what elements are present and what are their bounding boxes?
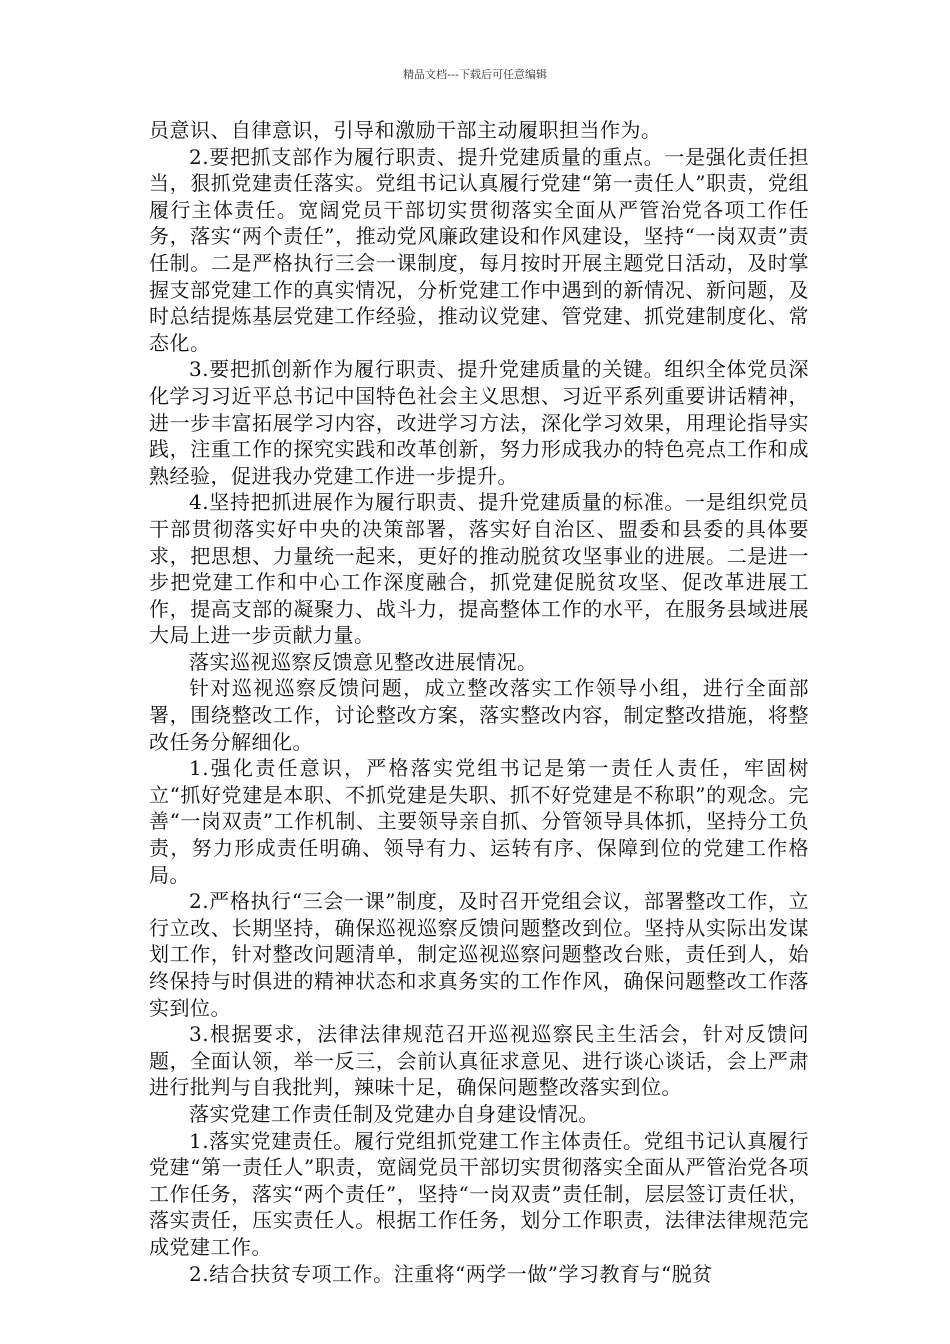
paragraph: 2.严格执行“三会一课”制度，及时召开党组会议，部署整改工作，立行立改、长期坚持，确保巡视巡察反馈问题整改到位。坚持从实际出发谋划工作，针对整改问题清单，制定巡视巡察问题整改台账，责任到人，始终保持与时俱进的精神状态和求真务实的工作作风，确保问题整改工作落实到位。	[149, 889, 809, 1020]
paragraph: 2.结合扶贫专项工作。注重将“两学一做”学习教育与“脱贫	[189, 1261, 713, 1286]
paragraph: 1.强化责任意识，严格落实党组书记是第一责任人责任，牢固树立“抓好党建是本职、不抓党建是失职、抓不好党建是不称职”的观念。完善“一岗双责”工作机制、主要领导亲自抓、分管领导具体抓，坚持分工负责，努力形成责任明确、领导有力、运转有序、保障到位的党建工作格局。	[149, 756, 809, 887]
section-heading: 落实党建工作责任制及党建办自身建设情况。	[189, 1101, 599, 1126]
document-body	[149, 117, 809, 1287]
paragraph: 2.要把抓支部作为履行职责、提升党建质量的重点。一是强化责任担当，狠抓党建责任落实。党组书记认真履行党建“第一责任人”职责，党组履行主体责任。宽阔党员干部切实贯彻落实全面从严管治党各项工作任务，落实“两个责任”，推动党风廉政建设和作风建设，坚持“一岗双责”责任制。二是严格执行三会一课制度，每月按时开展主题党日活动，及时掌握支部党建工作的真实情况，分析党建工作中遇到的新情况、新问题，及时总结提炼基层党建工作经验，推动议党建、管党建、抓党建制度化、常态化。	[149, 144, 809, 355]
paragraph: 1.落实党建责任。履行党组抓党建工作主体责任。党组书记认真履行党建“第一责任人”职责，宽阔党员干部切实贯彻落实全面从严管治党各项工作任务，落实“两个责任”，坚持“一岗双责”责任制，层层签订责任状，落实责任，压实责任人。根据工作任务，划分工作职责，法律法律规范完成党建工作。	[149, 1128, 809, 1259]
page-header: 精品文档---下载后可任意编辑	[403, 68, 547, 81]
section-heading: 落实巡视巡察反馈意见整改进展情况。	[189, 649, 538, 674]
paragraph: 针对巡视巡察反馈问题，成立整改落实工作领导小组，进行全面部署，围绕整改工作，讨论整改方案，落实整改内容，制定整改措施，将整改任务分解细化。	[149, 676, 809, 754]
paragraph: 4.坚持把抓进展作为履行职责、提升党建质量的标准。一是组织党员干部贯彻落实好中央的决策部署，落实好自治区、盟委和县委的具体要求，把思想、力量统一起来，更好的推动脱贫攻坚事业的进展。二是进一步把党建工作和中心工作深度融合，抓党建促脱贫攻坚、促改革进展工作，提高支部的凝聚力、战斗力，提高整体工作的水平，在服务县域进展大局上进一步贡献力量。	[149, 490, 809, 648]
paragraph-continuation: 员意识、自律意识，引导和激励干部主动履职担当作为。	[149, 118, 662, 142]
paragraph: 3.要把抓创新作为履行职责、提升党建质量的关键。组织全体党员深化学习习近平总书记中国特色社会主义思想、习近平系列重要讲话精神，进一步丰富拓展学习内容，改进学习方法，深化学习效果，用理论指导实践，注重工作的探究实践和改革创新，努力形成我办的特色亮点工作和成熟经验，促进我办党建工作进一步提升。	[149, 357, 809, 488]
paragraph: 3.根据要求，法律法律规范召开巡视巡察民主生活会，针对反馈问题，全面认领，举一反三，会前认真征求意见、进行谈心谈话，会上严肃进行批判与自我批判，辣味十足，确保问题整改落实到位。	[149, 1022, 809, 1100]
